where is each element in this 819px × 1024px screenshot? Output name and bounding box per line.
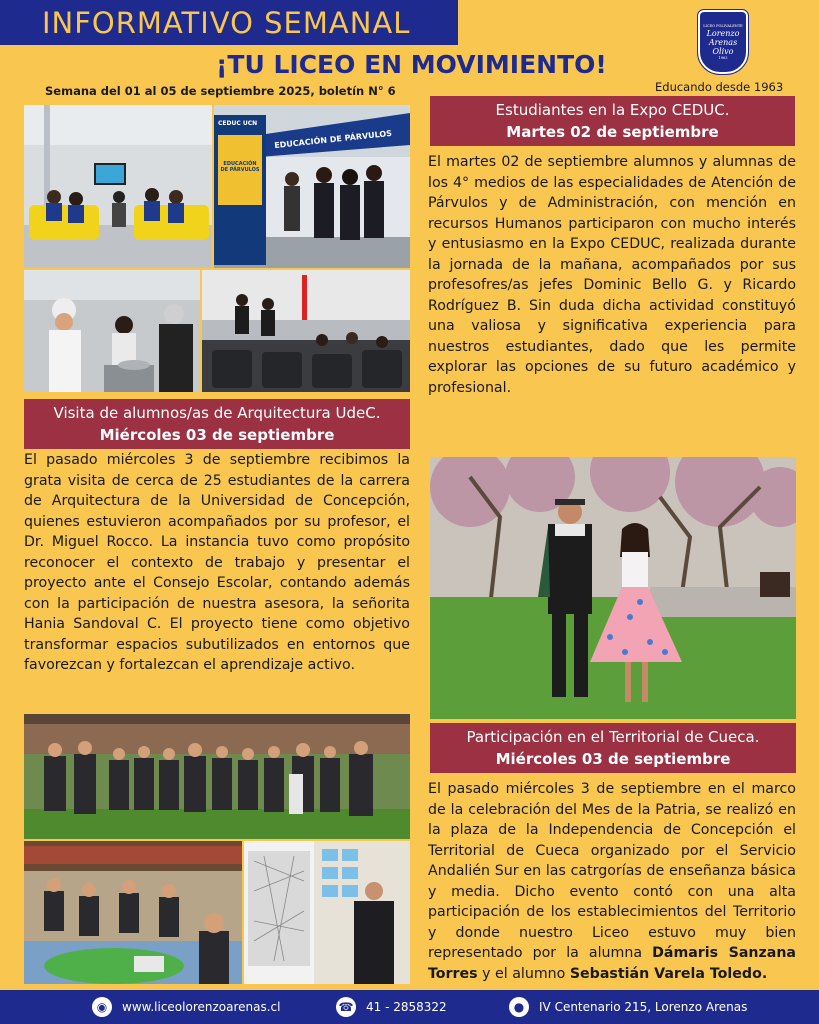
footer [0, 990, 819, 1024]
cueca-banner [430, 723, 796, 773]
footer-web[interactable] [92, 997, 280, 1017]
location-pin-icon: ● [509, 997, 529, 1017]
headline: ¡TU LICEO EN MOVIMIENTO! [216, 50, 607, 79]
phone-icon: ☎ [336, 997, 356, 1017]
cueca-name-1: Dámaris Sanzana Torres [428, 945, 796, 982]
arquitectura-text: El pasado miércoles 3 de septiembre recibimos la grata visita de cerca de 25 estudiantes de la carrera de Arquitectura de la Universidad de Concepción, quienes estuvieron acompañados por su profesor, el Dr. Miguel Rocco. La instancia tuvo como propósito reconocer el contexto de trabajo y presentar el proyecto ante el Consejo Escolar, contando además con la participación de nuestra asesora, la señorita Hania Sandoval C. El proyecto tiene como objetivo transformar espacios subutilizados en entornos que favorezcan y fortalezcan el aprendizaje activo. [24, 452, 410, 673]
cueca-text-main: El pasado miércoles 3 de septiembre en el marco de la celebración del Mes de la Patria, se realizó en la plaza de la Independencia de Concepción el Territorial de Cueca organizado por el Servicio Andalién Sur en las catrgorías de enseñanza básica y media. Dicho evento contó con una alta participación de los establecimientos del Territorio y donde nuestro Liceo estuvo muy bien representado por la alumna [428, 781, 796, 961]
photo-arquitectura-group [24, 714, 410, 839]
cueca-text-mid: y el alumno [477, 965, 570, 982]
footer-address-text: IV Centenario 215, Lorenzo Arenas [539, 1000, 748, 1014]
logo-line3: Olivo [712, 46, 734, 56]
footer-web-text[interactable]: www.liceolorenzoarenas.cl [122, 1000, 281, 1014]
since-text: Educando desde 1963 [655, 80, 784, 94]
week-info: Semana del 01 al 05 de septiembre 2025, boletín N° 6 [45, 84, 396, 98]
footer-address [509, 997, 747, 1017]
photo-expo-auditorium [202, 270, 410, 392]
tent-sign: EDUCACIÓN DE PÁRVULOS [273, 128, 393, 151]
photo-expo-sofas [24, 105, 212, 268]
photo-arquitectura-classroom [24, 841, 242, 984]
cueca-text [428, 779, 796, 984]
cueca-date: Miércoles 03 de septiembre [495, 750, 731, 768]
expo-text: El martes 02 de septiembre alumnos y alumnas de los 4° medios de las especialidades de Atención de Párvulos y de Administración, con mención en recursos Humanos participaron con mucho interés y entusiasmo en la Expo CEDUC, realizada durante la jornada de la mañana, acompañados por sus profesofres/as jefes Dominic Bello G. y Ricardo Rodríguez B. Sin duda dicha actividad constituyó una valiosa y significativa experiencia para nuestros estudiantes, dado que les permite explorar las opciones de su futuro académico y profesional. [428, 154, 796, 396]
school-logo [698, 10, 748, 74]
photo-expo-stand [214, 105, 410, 268]
photo-cueca [430, 457, 796, 719]
logo-line2: Arenas [708, 37, 738, 47]
cueca-title: Participación en el Territorial de Cueca. [466, 728, 760, 746]
newsletter-title: INFORMATIVO SEMANAL [0, 0, 458, 45]
arquitectura-title: Visita de alumnos/as de Arquitectura UdeC. [53, 404, 381, 422]
logo-year: 1963 [718, 55, 728, 60]
footer-phone-text[interactable]: 41 - 2858322 [366, 1000, 447, 1014]
ceduc-sign: CEDUC UCN [218, 120, 258, 127]
cueca-name-2: Sebastián Varela Toledo. [569, 965, 768, 982]
photo-arquitectura-presentation [244, 841, 410, 984]
footer-phone[interactable] [336, 997, 447, 1017]
arquitectura-banner [24, 399, 410, 449]
expo-banner [430, 96, 795, 146]
photo-expo-cooking [24, 270, 200, 392]
logo-top-text: LICEO POLIVALENTE [703, 23, 743, 28]
arquitectura-date: Miércoles 03 de septiembre [99, 426, 335, 444]
rollup-sign: EDUCACIÓN DE PÁRVULOS [220, 161, 260, 173]
logo-line1: Lorenzo [706, 28, 740, 38]
expo-date: Martes 02 de septiembre [506, 123, 719, 141]
globe-icon: ◉ [92, 997, 112, 1017]
expo-title: Estudiantes en la Expo CEDUC. [495, 101, 730, 119]
